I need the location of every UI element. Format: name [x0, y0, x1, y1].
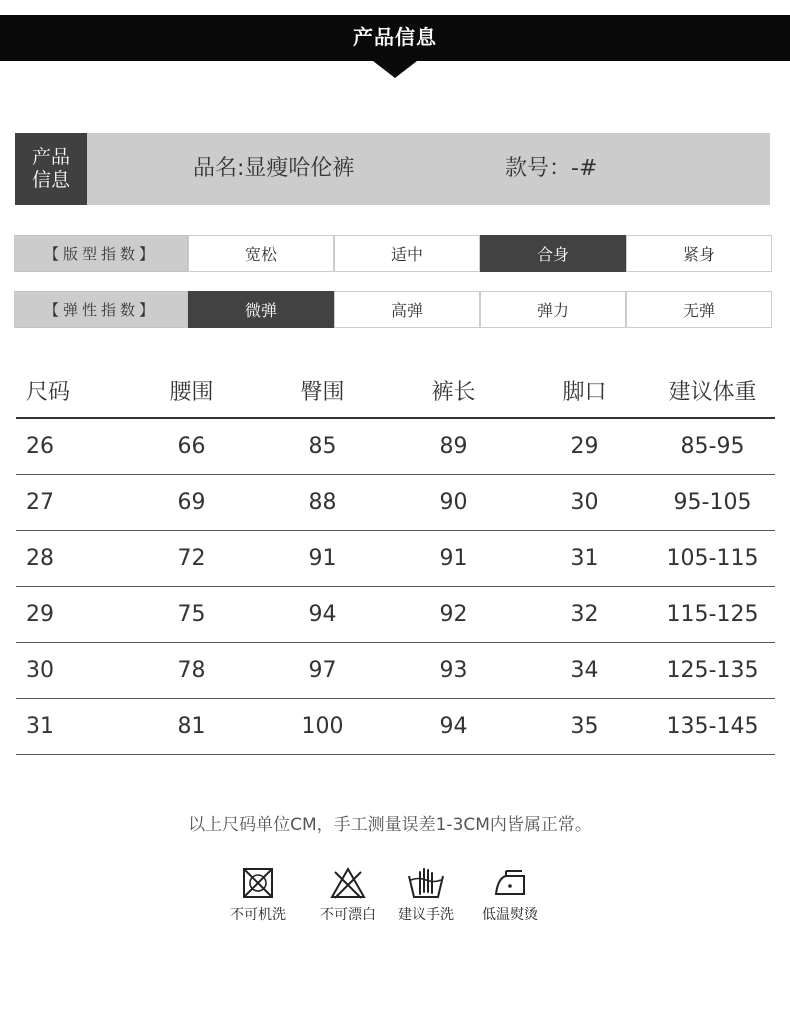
table-cell: 105-115 — [650, 531, 775, 587]
table-cell: 30 — [16, 643, 126, 699]
care-item — [474, 866, 546, 936]
table-row — [16, 643, 775, 699]
table-cell: 31 — [519, 531, 650, 587]
elastic-index-label: 【弹性指数】 — [14, 291, 188, 328]
low-iron-icon — [492, 866, 528, 900]
product-info-bar — [15, 133, 770, 205]
no-bleach-icon — [329, 866, 367, 900]
header-hip: 臀围 — [257, 364, 388, 418]
tag-line-2: 信息 — [31, 169, 70, 191]
care-item — [390, 866, 462, 936]
table-cell: 115-125 — [650, 587, 775, 643]
table-cell: 100 — [257, 699, 388, 755]
care-label: 不可机洗 — [230, 907, 286, 923]
product-info-tag — [15, 133, 87, 205]
table-cell: 66 — [126, 418, 257, 475]
table-cell: 69 — [126, 475, 257, 531]
table-cell: 34 — [519, 643, 650, 699]
table-cell: 75 — [126, 587, 257, 643]
elastic-option-stretch: 弹力 — [480, 291, 626, 328]
elastic-option-none: 无弹 — [626, 291, 772, 328]
table-cell: 94 — [388, 699, 519, 755]
table-cell: 29 — [519, 418, 650, 475]
header-banner — [0, 15, 790, 61]
table-cell: 72 — [126, 531, 257, 587]
header-leg-opening: 脚口 — [519, 364, 650, 418]
header-weight: 建议体重 — [650, 364, 775, 418]
table-cell: 91 — [257, 531, 388, 587]
table-cell: 88 — [257, 475, 388, 531]
header-size: 尺码 — [16, 364, 126, 418]
table-cell: 31 — [16, 699, 126, 755]
table-cell: 27 — [16, 475, 126, 531]
table-cell: 91 — [388, 531, 519, 587]
fit-option-fitted: 合身 — [480, 235, 626, 272]
table-cell: 78 — [126, 643, 257, 699]
table-row — [16, 699, 775, 755]
table-cell: 135-145 — [650, 699, 775, 755]
measurement-note: 以上尺码单位CM，手工测量误差1-3CM内皆属正常。 — [188, 815, 592, 835]
fit-option-tight: 紧身 — [626, 235, 772, 272]
header-waist: 腰围 — [126, 364, 257, 418]
fit-index-row — [14, 235, 772, 272]
care-label: 建议手洗 — [398, 907, 454, 923]
table-row — [16, 475, 775, 531]
table-cell: 92 — [388, 587, 519, 643]
table-cell: 97 — [257, 643, 388, 699]
fit-option-regular: 适中 — [334, 235, 480, 272]
fit-index-label: 【版型指数】 — [14, 235, 188, 272]
elastic-option-slight: 微弹 — [188, 291, 334, 328]
product-sku: 款号：-# — [505, 156, 598, 181]
elastic-index-row — [14, 291, 772, 328]
table-cell: 26 — [16, 418, 126, 475]
table-cell: 125-135 — [650, 643, 775, 699]
care-label: 低温熨烫 — [482, 907, 538, 923]
table-cell: 95-105 — [650, 475, 775, 531]
care-label: 不可漂白 — [320, 907, 376, 923]
table-row — [16, 418, 775, 475]
table-cell: 81 — [126, 699, 257, 755]
table-cell: 89 — [388, 418, 519, 475]
size-table — [16, 364, 775, 755]
table-cell: 90 — [388, 475, 519, 531]
table-row — [16, 531, 775, 587]
fit-option-loose: 宽松 — [188, 235, 334, 272]
table-cell: 30 — [519, 475, 650, 531]
table-row — [16, 587, 775, 643]
table-cell: 28 — [16, 531, 126, 587]
tag-line-1: 产品 — [31, 146, 70, 168]
table-cell: 85 — [257, 418, 388, 475]
banner-title: 产品信息 — [353, 25, 437, 49]
care-item — [312, 866, 384, 936]
table-cell: 93 — [388, 643, 519, 699]
header-length: 裤长 — [388, 364, 519, 418]
elastic-option-high: 高弹 — [334, 291, 480, 328]
no-machine-wash-icon — [241, 866, 275, 900]
table-header-row — [16, 364, 775, 418]
product-name: 品名:显瘦哈伦裤 — [193, 156, 355, 181]
table-cell: 32 — [519, 587, 650, 643]
hand-wash-icon — [406, 866, 446, 900]
banner-notch — [373, 61, 417, 78]
care-item — [222, 866, 294, 936]
table-cell: 85-95 — [650, 418, 775, 475]
table-cell: 35 — [519, 699, 650, 755]
table-cell: 29 — [16, 587, 126, 643]
table-cell: 94 — [257, 587, 388, 643]
